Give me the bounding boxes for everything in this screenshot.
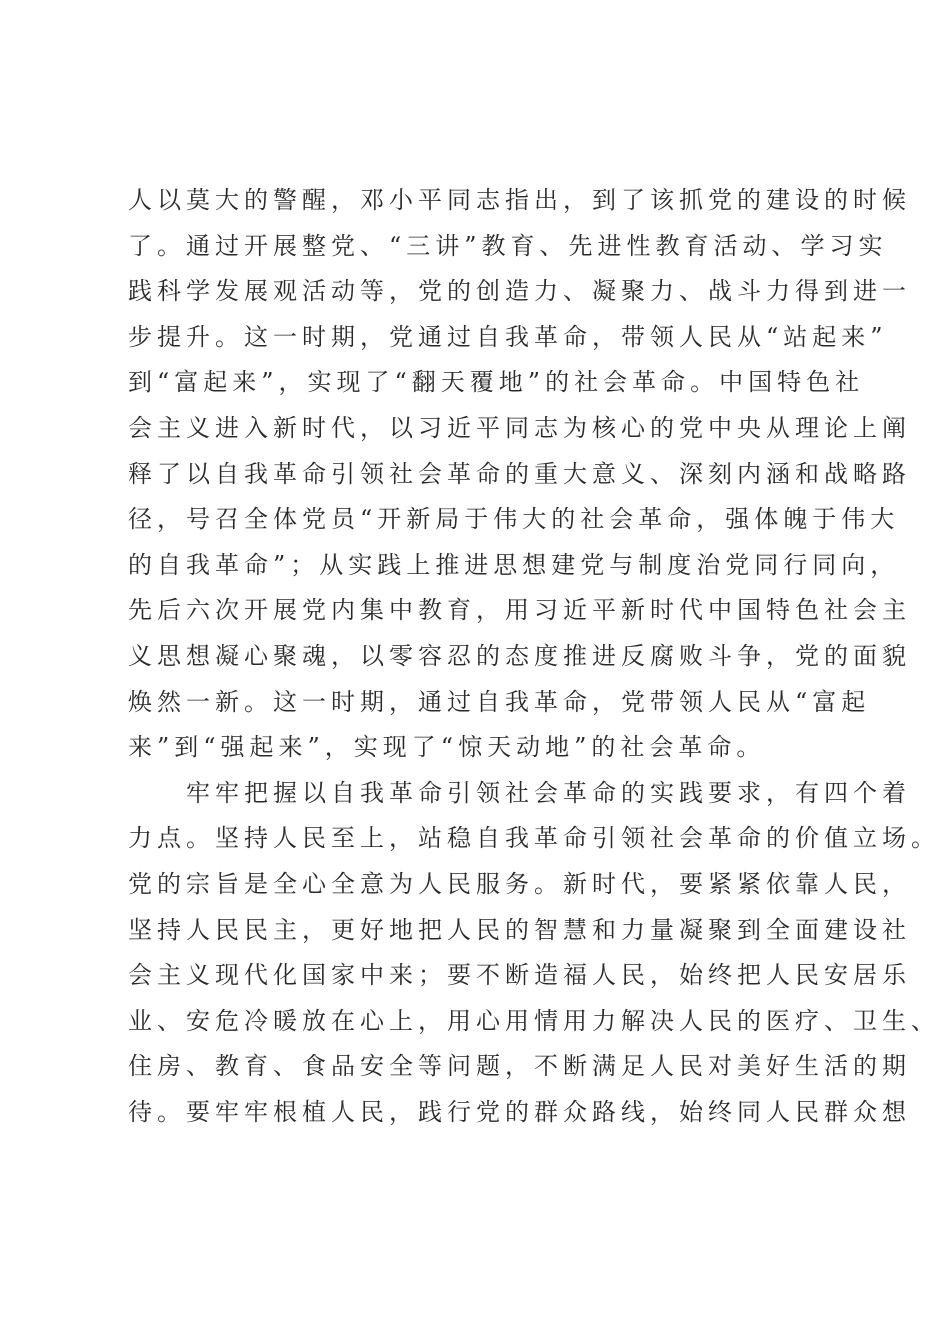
body-text [128,178,940,1135]
text-line: 会主义进入新时代，以习近平同志为核心的党中央从理论上阐 [128,413,911,442]
text-line: 焕然一新。这一时期，通过自我革命，党带领人民从“富起 [128,687,871,716]
text-line: 住房、教育、食品安全等问题，不断满足人民对美好生活的期 [128,1052,911,1081]
text-line: 先后六次开展党内集中教育，用习近平新时代中国特色社会主 [128,596,911,625]
text-line: 的自我革命”；从实践上推进思想建党与制度治党同行同向， [128,550,900,579]
text-line: 会主义现代化国家中来；要不断造福人民，始终把人民安居乐 [128,961,911,990]
text-line: 力点。坚持人民至上，站稳自我革命引领社会革命的价值立场。 [128,824,940,853]
text-line: 党的宗旨是全心全意为人民服务。新时代，要紧紧依靠人民， [128,869,911,898]
text-line: 待。要牢牢根植人民，践行党的群众路线，始终同人民群众想 [128,1097,911,1126]
text-line: 人以莫大的警醒，邓小平同志指出，到了该抓党的建设的时候 [128,186,911,214]
text-line: 到“富起来”，实现了“翻天覆地”的社会革命。中国特色社 [128,368,865,397]
text-line: 义思想凝心聚魂，以零容忍的态度推进反腐败斗争，党的面貌 [128,641,911,670]
text-line: 业、安危冷暖放在心上，用心用情用力解决人民的医疗、卫生、 [128,1006,940,1035]
text-line: 践科学发展观活动等，党的创造力、凝聚力、战斗力得到进一 [128,277,911,306]
text-line: 步提升。这一时期，党通过自我革命，带领人民从“站起来” [128,322,888,351]
text-line: 释了以自我革命引领社会革命的重大意义、深刻内涵和战略路 [128,459,911,488]
text-line: 径，号召全体党员“开新局于伟大的社会革命，强体魄于伟大 [128,505,900,534]
text-line: 来”到“强起来”，实现了“惊天动地”的社会革命。 [128,733,766,762]
text-line: 坚持人民民主，更好地把人民的智慧和力量凝聚到全面建设社 [128,915,911,944]
text-line: 牢牢把握以自我革命引领社会革命的实践要求，有四个着 [128,778,911,807]
text-line: 了。通过开展整党、“三讲”教育、先进性教育活动、学习实 [128,231,888,260]
